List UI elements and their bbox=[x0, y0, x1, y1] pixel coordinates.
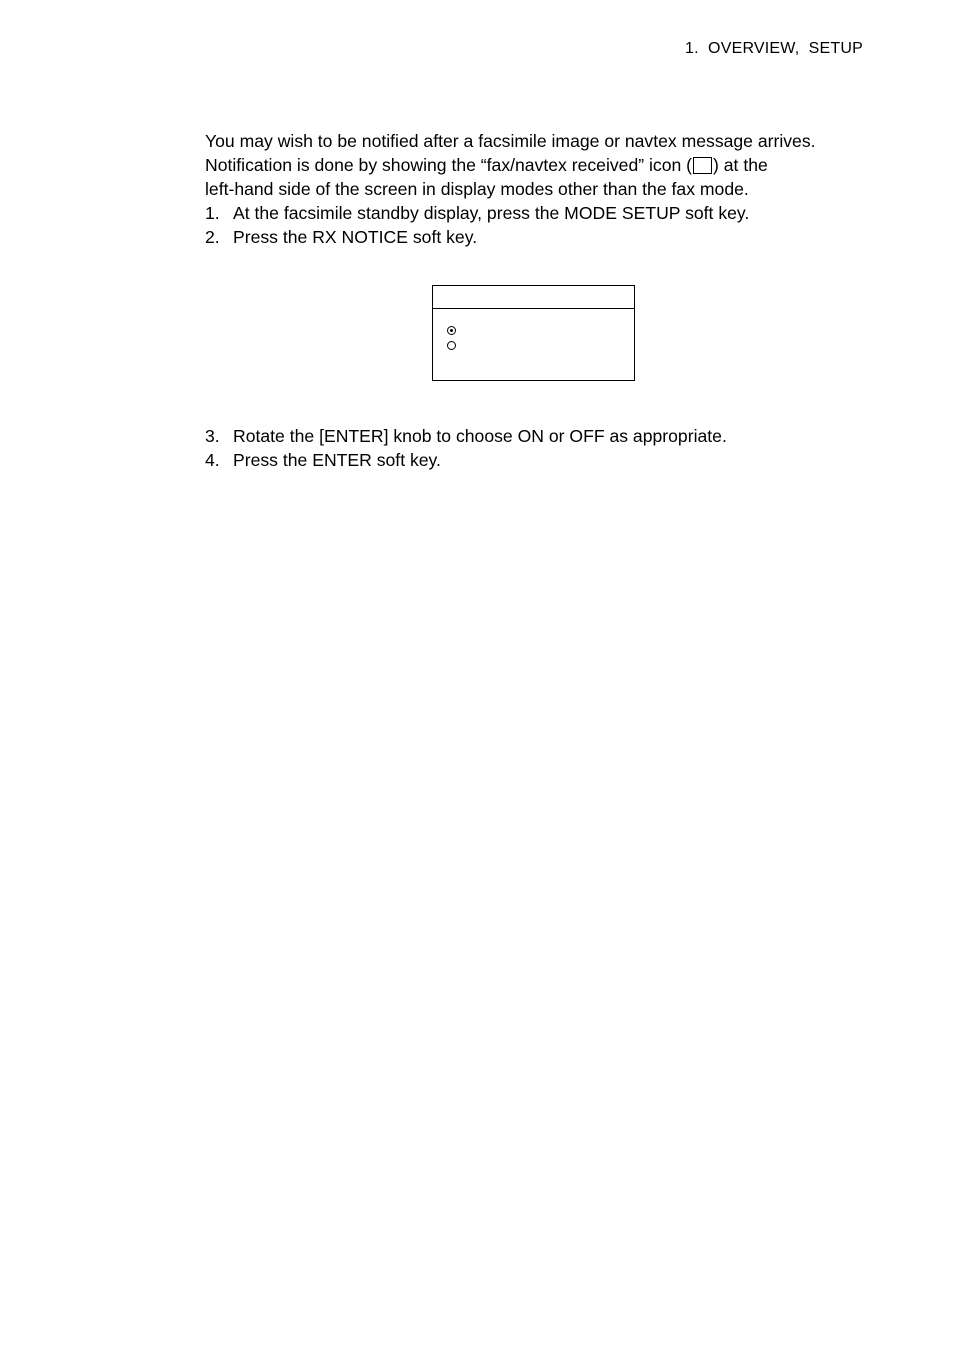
step-text: Press the ENTER soft key. bbox=[233, 450, 441, 470]
step-1 bbox=[205, 201, 865, 225]
steps-list-1 bbox=[205, 201, 865, 249]
intro-line-2-start: Notification is done by showing the “fax/navtex received” icon ( bbox=[205, 155, 693, 175]
running-head: 1. OVERVIEW, SETUP bbox=[685, 40, 863, 57]
step-text: Rotate the [ENTER] knob to choose ON or OFF as appropriate. bbox=[233, 426, 727, 446]
intro-line-3: left-hand side of the screen in display modes other than the fax mode. bbox=[205, 179, 749, 199]
intro-line-1: You may wish to be notified after a facsimile image or navtex message arrives. bbox=[205, 131, 816, 151]
step-text: At the facsimile standby display, press the MODE SETUP soft key. bbox=[233, 203, 750, 223]
intro-line-2 bbox=[205, 153, 865, 177]
fax-navtex-received-icon bbox=[693, 157, 712, 174]
radio-selected-icon[interactable] bbox=[447, 326, 456, 335]
step-number: 3. bbox=[205, 426, 220, 446]
main-content bbox=[205, 129, 865, 249]
rx-notice-dialog bbox=[432, 285, 635, 381]
step-3 bbox=[205, 424, 727, 448]
radio-unselected-icon[interactable] bbox=[447, 341, 456, 350]
step-number: 1. bbox=[205, 203, 220, 223]
step-4 bbox=[205, 448, 727, 472]
step-number: 4. bbox=[205, 450, 220, 470]
step-number: 2. bbox=[205, 227, 220, 247]
intro-line-2-end: ) at the bbox=[713, 155, 768, 175]
step-text: Press the RX NOTICE soft key. bbox=[233, 227, 478, 247]
dialog-title-bar bbox=[433, 286, 634, 309]
steps-list-2 bbox=[205, 424, 727, 472]
intro-paragraph bbox=[205, 129, 865, 201]
step-2 bbox=[205, 225, 865, 249]
